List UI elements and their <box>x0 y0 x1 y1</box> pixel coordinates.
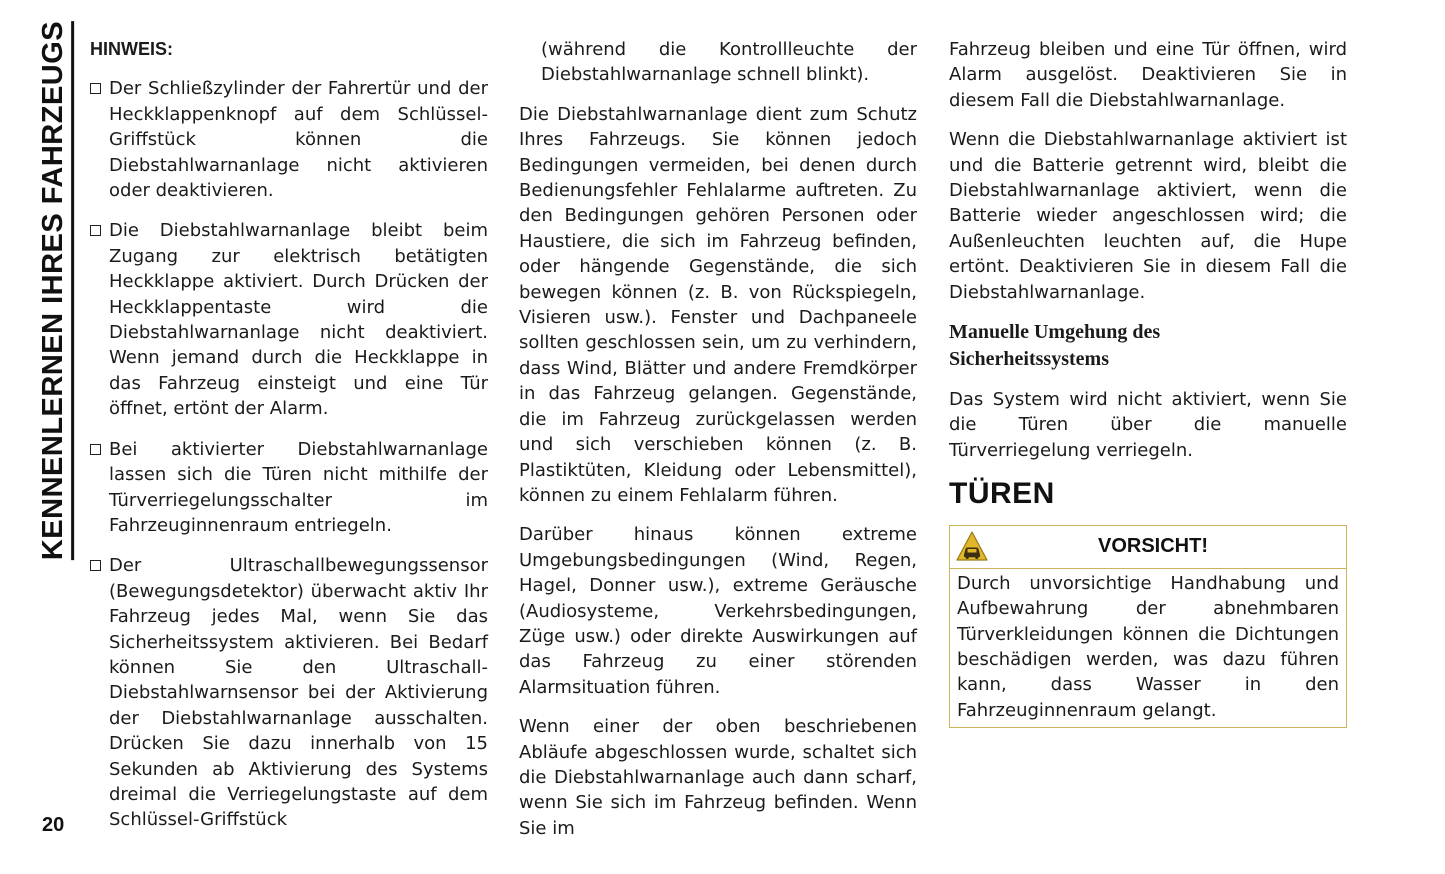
column-3 <box>949 37 1347 728</box>
caution-title: VORSICHT! <box>1098 534 1208 557</box>
column-2 <box>519 37 917 855</box>
note-bullet-text: Der Ultraschallbewegungssensor (Bewegungsdetektor) überwacht aktiv Ihr Fahrzeug jedes Mal, wenn Sie das Sicherheitssystem aktivieren. Bei Bedarf können Sie den Ultraschall-Diebstahlwarnsensor bei der Aktivierung der Diebstahlwarnanlage ausschalten. Drücken Sie dazu innerhalb von 15 Sekunden ab Aktivierung des Systems dreimal die Verriegelungstaste auf dem Schlüssel-Griffstück <box>109 555 488 831</box>
section-title: TÜREN <box>949 477 1055 511</box>
checkbox-bullet-icon <box>90 444 101 455</box>
subheading-line: Manuelle Umgehung des <box>949 321 1161 344</box>
paragraph: Das System wird nicht aktiviert, wenn Sie die Türen über die manuelle Türverriegelung verriegeln. <box>949 389 1347 461</box>
bullet-continuation: (während die Kontrollleuchte der Diebstahlwarnanlage schnell blinkt). <box>541 39 917 86</box>
column-1 <box>90 37 488 848</box>
car-warning-icon <box>955 530 989 562</box>
paragraph: Die Diebstahlwarnanlage dient zum Schutz Ihres Fahrzeugs. Sie können jedoch Bedingungen vermeiden, bei denen durch Bedienungsfehler Fehlalarme auftreten. Zu den Bedingungen gehören Personen oder Haustiere, die sich im Fahrzeug befinden, oder hängende Gegenstände, die sich bewegen können (z. B. von Rückspiegeln, Visieren usw.). Fenster und Dachpaneele sollten geschlossen sein, um zu verhindern, dass Wind, Blätter und andere Fremdkörper in das Fahrzeug gelangen. Gegenstände, die im Fahrzeug zurückgelassen werden und sich verschieben können (z. B. Plastiktüten, Kleidung oder Lebensmittel), können zu einem Fehlalarm führen. <box>519 103 917 506</box>
paragraph: Wenn die Diebstahlwarnanlage aktiviert ist und die Batterie getrennt wird, bleibt die Diebstahlwarnanlage aktiviert, wenn die Batterie wieder angeschlossen wird; die Außenleuchten leuchten auf, die Hupe ertönt. Deaktivieren Sie in diesem Fall die Diebstahlwarnanlage. <box>949 129 1347 303</box>
checkbox-bullet-icon <box>90 225 101 236</box>
checkbox-bullet-icon <box>90 83 101 94</box>
paragraph: Wenn einer der oben beschriebenen Abläufe abgeschlossen wurde, schaltet sich die Diebstahlwarnanlage auch dann scharf, wenn Sie sich im Fahrzeug befinden. Wenn Sie im <box>519 716 917 839</box>
caution-box <box>949 525 1347 728</box>
side-section-title: KENNENLERNEN IHRES FAHRZEUGS <box>38 20 75 559</box>
note-heading: HINWEIS: <box>90 39 173 59</box>
subheading <box>949 319 1347 373</box>
note-bullet <box>90 437 488 539</box>
note-bullet-text: Der Schließzylinder der Fahrertür und der Heckklappenknopf auf dem Schlüssel-Griffstück können die Diebstahlwarnanlage nicht aktivieren oder deaktivieren. <box>109 78 488 202</box>
note-bullet-text: Die Diebstahlwarnanlage bleibt beim Zugang zur elektrisch betätigten Heckklappe aktiviert. Durch Drücken der Heckklappentaste wird die Diebstahlwarnanlage nicht deaktiviert. Wenn jemand durch die Heckklappe in das Fahrzeug einsteigt und eine Tür öffnet, ertönt der Alarm. <box>109 220 488 420</box>
caution-body: Durch unvorsichtige Handhabung und Aufbewahrung der abnehmbaren Türverkleidungen können die Dichtungen beschädigen werden, was dazu führen kann, dass Wasser in den Fahrzeuginnenraum gelangt. <box>957 572 1339 721</box>
subheading-line: Sicherheitssystems <box>949 348 1109 371</box>
note-bullet <box>90 76 488 203</box>
note-bullet <box>90 218 488 421</box>
page-number: 20 <box>42 814 65 836</box>
paragraph: Fahrzeug bleiben und eine Tür öffnen, wird Alarm ausgelöst. Deaktivieren Sie in diesem Fall die Diebstahlwarnanlage. <box>949 39 1347 111</box>
checkbox-bullet-icon <box>90 560 101 571</box>
side-section-title-container <box>36 20 76 560</box>
caution-header <box>950 526 1346 569</box>
note-bullet <box>90 553 488 832</box>
paragraph: Darüber hinaus können extreme Umgebungsbedingungen (Wind, Regen, Hagel, Donner usw.), extreme Geräusche (Audiosysteme, Verkehrsbedingungen, Züge usw.) oder direkte Auswirkungen auf das Fahrzeug zu einer störenden Alarmsituation führen. <box>519 524 917 698</box>
note-bullet-text: Bei aktivierter Diebstahlwarnanlage lassen sich die Türen nicht mithilfe der Türverriegelungsschalter im Fahrzeuginnenraum entriegeln. <box>109 438 488 536</box>
